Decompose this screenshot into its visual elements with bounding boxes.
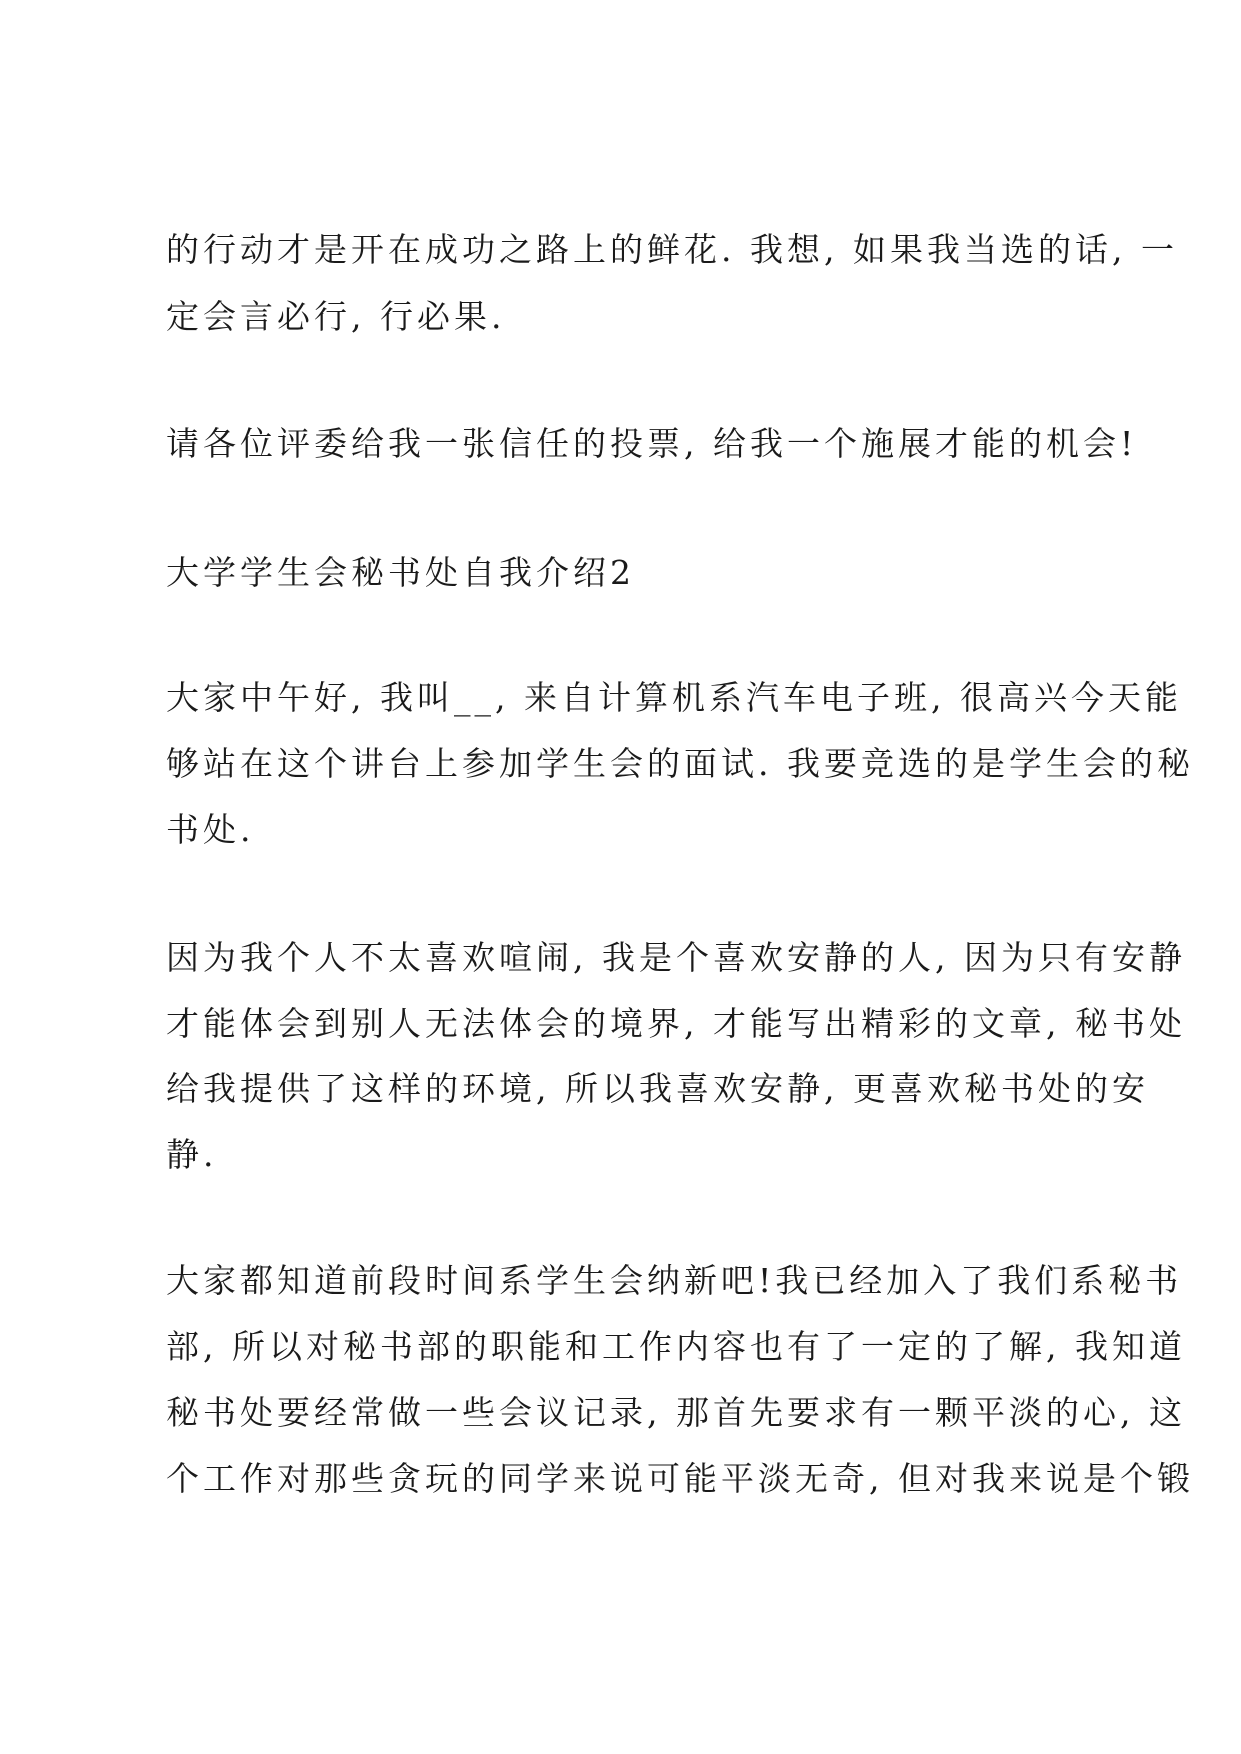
text-line: 的行动才是开在成功之路上的鲜花. 我想, 如果我当选的话, 一 [166,230,1178,269]
text-line: 大家都知道前段时间系学生会纳新吧!我已经加入了我们系秘书 [166,1261,1183,1300]
text-line: 才能体会到别人无法体会的境界, 才能写出精彩的文章, 秘书处 [166,1004,1186,1043]
text-line: 静. [166,1135,218,1174]
text-line: 请各位评委给我一张信任的投票, 给我一个施展才能的机会! [166,424,1138,463]
text-line: 够站在这个讲台上参加学生会的面试. 我要竞选的是学生会的秘 [166,744,1194,783]
section-heading: 大学学生会秘书处自我介绍2 [166,553,635,592]
text-line: 书处. [166,810,255,849]
text-line: 部, 所以对秘书部的职能和工作内容也有了一定的了解, 我知道 [166,1327,1186,1366]
text-line: 定会言必行, 行必果. [166,297,506,336]
text-line: 因为我个人不太喜欢喧闹, 我是个喜欢安静的人, 因为只有安静 [166,938,1186,977]
text-line: 大家中午好, 我叫__, 来自计算机系汽车电子班, 很高兴今天能 [166,678,1182,717]
text-line: 秘书处要经常做一些会议记录, 那首先要求有一颗平淡的心, 这 [166,1393,1186,1432]
text-line: 个工作对那些贪玩的同学来说可能平淡无奇, 但对我来说是个锻 [166,1459,1194,1498]
text-line: 给我提供了这样的环境, 所以我喜欢安静, 更喜欢秘书处的安 [166,1069,1149,1108]
